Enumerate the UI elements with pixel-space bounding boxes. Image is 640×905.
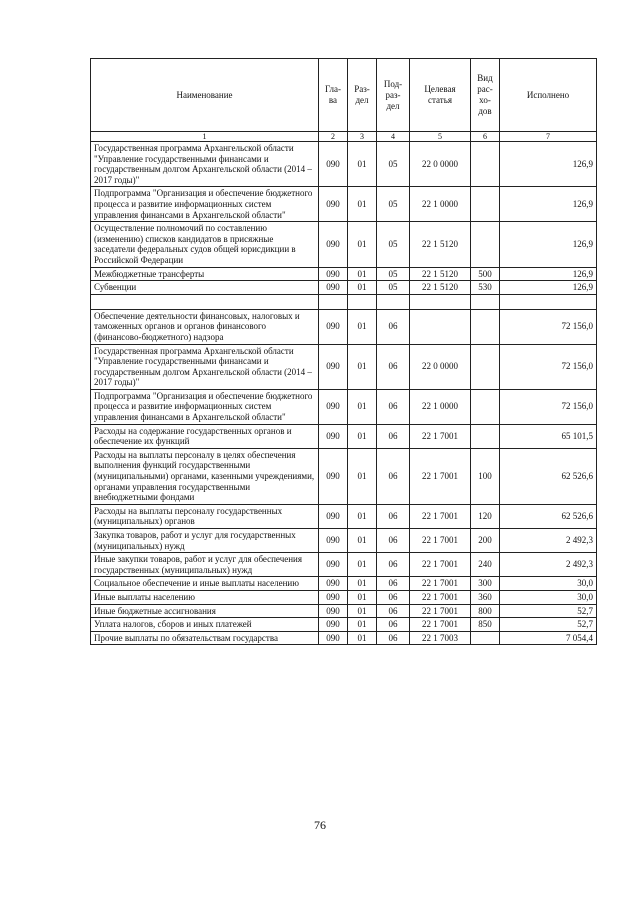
cell-vid: 120 [471, 504, 500, 528]
cell-done: 62 526,6 [500, 448, 597, 504]
cell-glava: 090 [319, 590, 348, 604]
cell-done: 52,7 [500, 604, 597, 618]
cell-target: 22 1 7003 [410, 631, 471, 645]
cell-vid: 850 [471, 618, 500, 632]
cell-glava: 090 [319, 424, 348, 448]
table-row [91, 448, 597, 504]
cell-done: 126,9 [500, 187, 597, 222]
cell-glava: 090 [319, 281, 348, 295]
table-row [91, 309, 597, 344]
cell-razdel: 01 [348, 631, 377, 645]
table-body [91, 142, 597, 645]
empty-cell [319, 294, 348, 309]
cell-vid: 100 [471, 448, 500, 504]
cell-podrazdel: 06 [377, 604, 410, 618]
table-row [91, 389, 597, 424]
cell-glava: 090 [319, 631, 348, 645]
cell-vid [471, 187, 500, 222]
cell-done: 62 526,6 [500, 504, 597, 528]
cell-razdel: 01 [348, 448, 377, 504]
cell-vid: 530 [471, 281, 500, 295]
cell-name: Закупка товаров, работ и услуг для государственных (муниципальных) нужд [91, 529, 319, 553]
cell-done: 30,0 [500, 577, 597, 591]
cell-done: 2 492,3 [500, 529, 597, 553]
table-row [91, 577, 597, 591]
cell-done: 52,7 [500, 618, 597, 632]
cell-done: 72 156,0 [500, 309, 597, 344]
cell-podrazdel: 06 [377, 631, 410, 645]
table-row [91, 344, 597, 389]
col-number: 4 [377, 132, 410, 142]
cell-name: Расходы на выплаты персоналу государственных (муниципальных) органов [91, 504, 319, 528]
budget-execution-table [90, 58, 597, 645]
cell-target: 22 1 7001 [410, 577, 471, 591]
cell-target: 22 1 7001 [410, 604, 471, 618]
cell-vid [471, 222, 500, 267]
table-row [91, 187, 597, 222]
cell-name: Государственная программа Архангельской области "Управление государственными финансами и государственным долгом Архангельской области (2014 – 2017 годы)" [91, 344, 319, 389]
cell-podrazdel: 06 [377, 389, 410, 424]
cell-target: 22 1 5120 [410, 281, 471, 295]
cell-glava: 090 [319, 309, 348, 344]
cell-razdel: 01 [348, 504, 377, 528]
cell-name: Социальное обеспечение и иные выплаты населению [91, 577, 319, 591]
table-row [91, 590, 597, 604]
cell-name: Обеспечение деятельности финансовых, налоговых и таможенных органов и органов финансового (финансово-бюджетного) надзора [91, 309, 319, 344]
cell-vid [471, 344, 500, 389]
table-row [91, 631, 597, 645]
cell-vid [471, 631, 500, 645]
cell-glava: 090 [319, 504, 348, 528]
header-done: Исполнено [500, 59, 597, 132]
cell-target: 22 1 7001 [410, 504, 471, 528]
cell-razdel: 01 [348, 577, 377, 591]
cell-vid: 360 [471, 590, 500, 604]
cell-name: Иные закупки товаров, работ и услуг для обеспечения государственных (муниципальных) нужд [91, 553, 319, 577]
header-target: Целевая статья [410, 59, 471, 132]
cell-target: 22 1 5120 [410, 222, 471, 267]
cell-glava: 090 [319, 267, 348, 281]
cell-glava: 090 [319, 577, 348, 591]
cell-razdel: 01 [348, 309, 377, 344]
table-row [91, 142, 597, 187]
empty-cell [410, 294, 471, 309]
cell-done: 126,9 [500, 222, 597, 267]
cell-vid: 300 [471, 577, 500, 591]
cell-razdel: 01 [348, 267, 377, 281]
empty-cell [500, 294, 597, 309]
col-number: 5 [410, 132, 471, 142]
cell-glava: 090 [319, 529, 348, 553]
cell-vid [471, 389, 500, 424]
cell-podrazdel: 06 [377, 529, 410, 553]
cell-name: Подпрограмма "Организация и обеспечение бюджетного процесса и развитие информационных систем управления финансами в Архангельской области" [91, 389, 319, 424]
cell-done: 7 054,4 [500, 631, 597, 645]
col-number: 2 [319, 132, 348, 142]
empty-cell [471, 294, 500, 309]
cell-target: 22 0 0000 [410, 344, 471, 389]
cell-target: 22 1 0000 [410, 187, 471, 222]
cell-name: Субвенции [91, 281, 319, 295]
cell-target: 22 1 7001 [410, 448, 471, 504]
cell-vid [471, 142, 500, 187]
empty-cell [91, 294, 319, 309]
table-row [91, 504, 597, 528]
page-number: 76 [314, 818, 326, 832]
cell-target: 22 1 7001 [410, 424, 471, 448]
cell-podrazdel: 06 [377, 553, 410, 577]
cell-done: 2 492,3 [500, 553, 597, 577]
cell-razdel: 01 [348, 142, 377, 187]
empty-cell [348, 294, 377, 309]
cell-podrazdel: 06 [377, 618, 410, 632]
table-row [91, 604, 597, 618]
cell-vid: 240 [471, 553, 500, 577]
header-name: Наименование [91, 59, 319, 132]
header-row [91, 59, 597, 132]
cell-glava: 090 [319, 344, 348, 389]
cell-target: 22 1 5120 [410, 267, 471, 281]
cell-razdel: 01 [348, 389, 377, 424]
cell-name: Подпрограмма "Организация и обеспечение бюджетного процесса и развитие информационных систем управления финансами в Архангельской области" [91, 187, 319, 222]
cell-razdel: 01 [348, 281, 377, 295]
col-number: 3 [348, 132, 377, 142]
cell-podrazdel: 06 [377, 344, 410, 389]
cell-name: Прочие выплаты по обязательствам государства [91, 631, 319, 645]
cell-done: 126,9 [500, 267, 597, 281]
cell-podrazdel: 05 [377, 142, 410, 187]
cell-razdel: 01 [348, 529, 377, 553]
cell-vid: 500 [471, 267, 500, 281]
empty-cell [377, 294, 410, 309]
cell-done: 126,9 [500, 142, 597, 187]
table-row [91, 222, 597, 267]
cell-glava: 090 [319, 604, 348, 618]
cell-razdel: 01 [348, 604, 377, 618]
header-podrazdel: Под- раз- дел [377, 59, 410, 132]
col-number: 6 [471, 132, 500, 142]
cell-podrazdel: 05 [377, 281, 410, 295]
header-glava: Гла- ва [319, 59, 348, 132]
cell-done: 72 156,0 [500, 389, 597, 424]
cell-razdel: 01 [348, 344, 377, 389]
cell-podrazdel: 06 [377, 424, 410, 448]
table-row [91, 424, 597, 448]
cell-target: 22 1 7001 [410, 590, 471, 604]
cell-target: 22 1 7001 [410, 553, 471, 577]
cell-target: 22 1 0000 [410, 389, 471, 424]
cell-podrazdel: 05 [377, 222, 410, 267]
cell-razdel: 01 [348, 222, 377, 267]
cell-done: 30,0 [500, 590, 597, 604]
cell-vid: 800 [471, 604, 500, 618]
table-row [91, 529, 597, 553]
cell-target: 22 1 7001 [410, 618, 471, 632]
cell-podrazdel: 05 [377, 187, 410, 222]
cell-podrazdel: 06 [377, 448, 410, 504]
column-number-row [91, 132, 597, 142]
cell-name: Расходы на выплаты персоналу в целях обеспечения выполнения функций государственными (муниципальными) органами, казенными учреждениями, органами управления государственными внебюджетными фондами [91, 448, 319, 504]
header-razdel: Раз- дел [348, 59, 377, 132]
cell-done: 72 156,0 [500, 344, 597, 389]
cell-vid [471, 309, 500, 344]
cell-podrazdel: 06 [377, 309, 410, 344]
cell-name: Иные бюджетные ассигнования [91, 604, 319, 618]
cell-name: Расходы на содержание государственных органов и обеспечение их функций [91, 424, 319, 448]
cell-glava: 090 [319, 222, 348, 267]
cell-glava: 090 [319, 448, 348, 504]
cell-glava: 090 [319, 187, 348, 222]
cell-name: Государственная программа Архангельской области "Управление государственными финансами и государственным долгом Архангельской области (2014 – 2017 годы)" [91, 142, 319, 187]
cell-razdel: 01 [348, 187, 377, 222]
cell-razdel: 01 [348, 618, 377, 632]
cell-name: Осуществление полномочий по составлению (изменению) списков кандидатов в присяжные заседатели федеральных судов общей юрисдикции в Российской Федерации [91, 222, 319, 267]
cell-vid: 200 [471, 529, 500, 553]
cell-target [410, 309, 471, 344]
table-row [91, 281, 597, 295]
cell-glava: 090 [319, 389, 348, 424]
table-row [91, 267, 597, 281]
col-number: 7 [500, 132, 597, 142]
cell-razdel: 01 [348, 553, 377, 577]
cell-name: Межбюджетные трансферты [91, 267, 319, 281]
cell-podrazdel: 06 [377, 504, 410, 528]
cell-podrazdel: 06 [377, 590, 410, 604]
spacer-row [91, 294, 597, 309]
cell-glava: 090 [319, 553, 348, 577]
cell-glava: 090 [319, 142, 348, 187]
cell-done: 126,9 [500, 281, 597, 295]
cell-podrazdel: 05 [377, 267, 410, 281]
col-number: 1 [91, 132, 319, 142]
cell-target: 22 1 7001 [410, 529, 471, 553]
cell-glava: 090 [319, 618, 348, 632]
cell-name: Уплата налогов, сборов и иных платежей [91, 618, 319, 632]
cell-vid [471, 424, 500, 448]
table-row [91, 553, 597, 577]
table-row [91, 618, 597, 632]
cell-name: Иные выплаты населению [91, 590, 319, 604]
cell-done: 65 101,5 [500, 424, 597, 448]
header-vid: Вид рас- хо- дов [471, 59, 500, 132]
cell-razdel: 01 [348, 424, 377, 448]
cell-razdel: 01 [348, 590, 377, 604]
cell-target: 22 0 0000 [410, 142, 471, 187]
cell-podrazdel: 06 [377, 577, 410, 591]
